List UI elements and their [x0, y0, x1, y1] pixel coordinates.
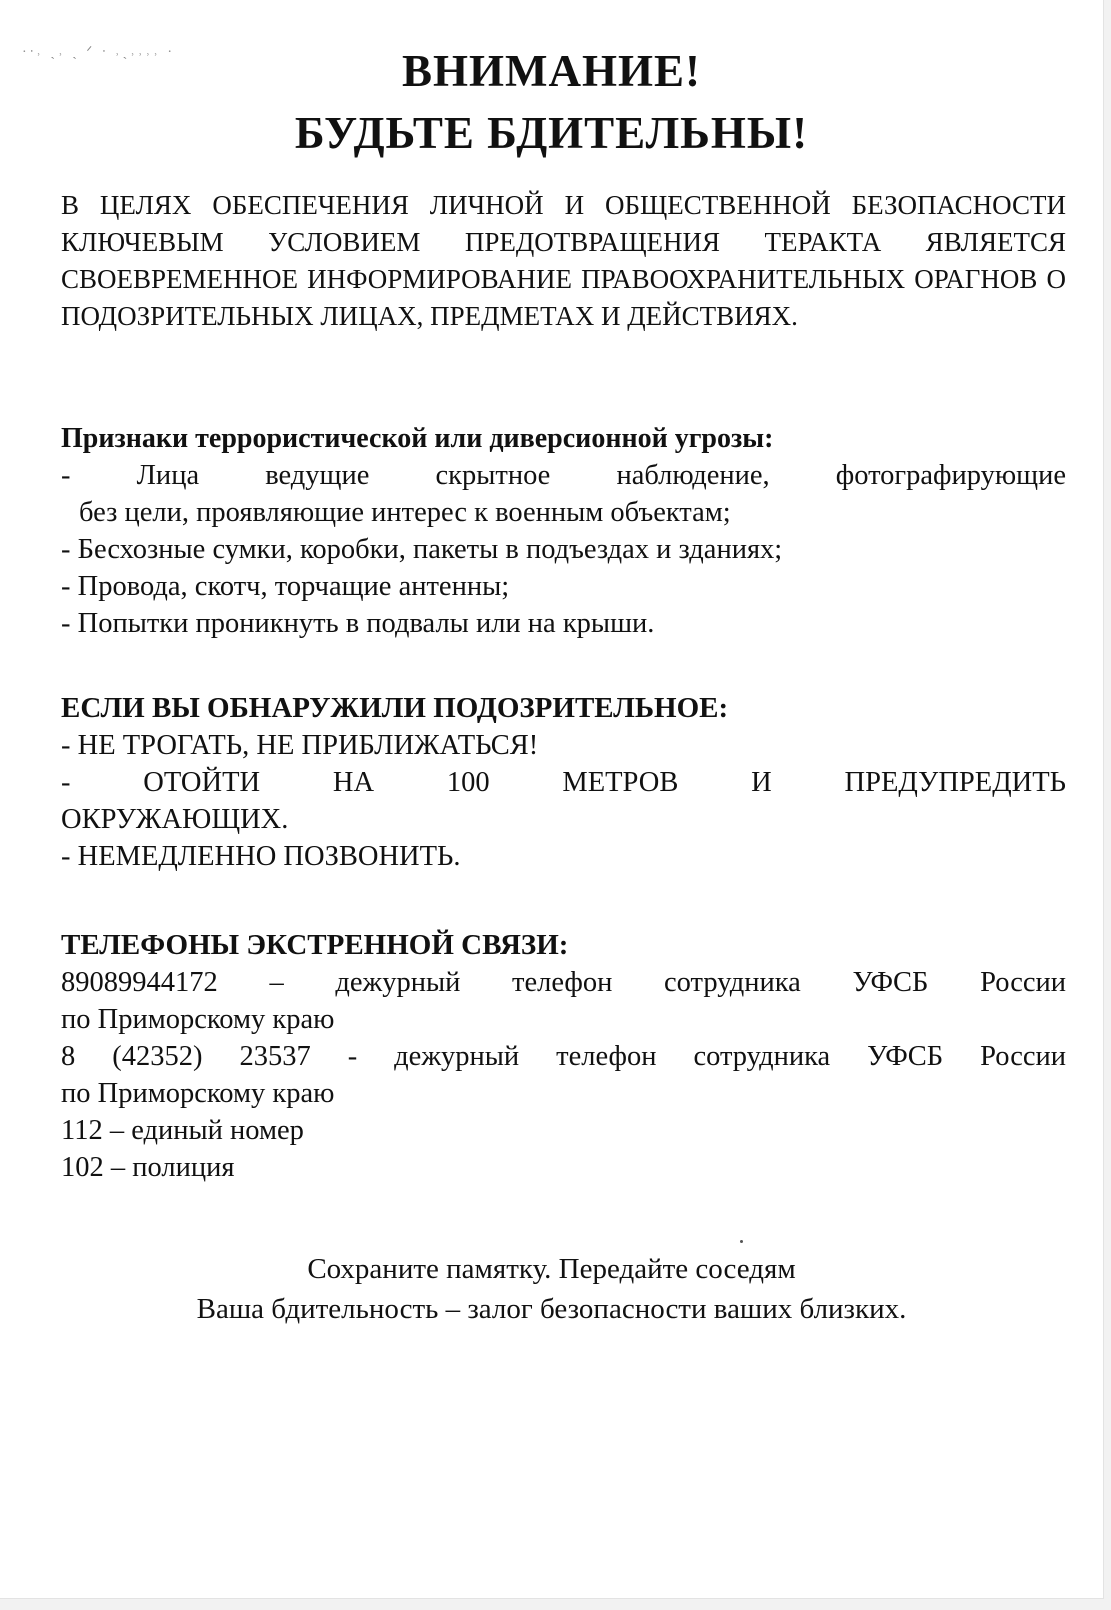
threat-sign-item: - Попытки проникнуть в подвалы или на крыши. — [61, 608, 655, 639]
suspicious-found-heading: ЕСЛИ ВЫ ОБНАРУЖИЛИ ПОДОЗРИТЕЛЬНОЕ: — [61, 692, 729, 724]
scan-speck — [740, 1240, 743, 1243]
footer-line: Сохраните памятку. Передайте соседям — [307, 1253, 796, 1285]
threat-sign-item: - Лица ведущие скрытное наблюдение, фотографирующие — [61, 460, 1066, 491]
title-attention: ВНИМАНИЕ! — [402, 46, 701, 96]
action-item-continuation: ОКРУЖАЮЩИХ. — [61, 804, 289, 835]
threat-sign-item: - Провода, скотч, торчащие антенны; — [61, 571, 510, 602]
phone-entry: 102 – полиция — [61, 1152, 235, 1183]
phone-entry-continuation: по Приморскому краю — [61, 1004, 335, 1035]
phone-entry: 8 (42352) 23537 - дежурный телефон сотрудника УФСБ России — [61, 1041, 1066, 1072]
title-be-vigilant: БУДЬТЕ БДИТЕЛЬНЫ! — [294, 108, 809, 158]
action-item: - ОТОЙТИ НА 100 МЕТРОВ И ПРЕДУПРЕДИТЬ — [61, 767, 1066, 798]
suspicious-found-section — [61, 690, 1066, 875]
footer-line: Ваша бдительность – залог безопасности ваших близких. — [196, 1293, 907, 1325]
emergency-phones-heading: ТЕЛЕФОНЫ ЭКСТРЕННОЙ СВЯЗИ: — [61, 929, 569, 961]
intro-paragraph: В ЦЕЛЯХ ОБЕСПЕЧЕНИЯ ЛИЧНОЙ И ОБЩЕСТВЕННОЙ БЕЗОПАСНОСТИ КЛЮЧЕВЫМ УСЛОВИЕМ ПРЕДОТВРАЩЕНИЯ ТЕРАКТА ЯВЛЯЕТСЯ СВОЕВРЕМЕННОЕ ИНФОРМИРОВАНИЕ ПРАВООХРАНИТЕЛЬНЫХ ОРАГНОВ О ПОДОЗРИТЕЛЬНЫХ ЛИЦАХ, ПРЕДМЕТАХ И ДЕЙСТВИЯХ. — [61, 190, 1066, 331]
phone-entry-continuation: по Приморскому краю — [61, 1078, 335, 1109]
scan-artifact-text: ·ᐧ˒ ˎ˒ ˎ ᐟ ᐧ ˒ˎ˒˒˒˒ · — [22, 45, 176, 60]
emergency-phones-section — [61, 927, 1066, 1186]
phone-entry: 112 – единый номер — [61, 1115, 304, 1146]
action-item: - НЕ ТРОГАТЬ, НЕ ПРИБЛИЖАТЬСЯ! — [61, 730, 539, 761]
threat-signs-section — [61, 420, 1066, 642]
threat-sign-item: - Бесхозные сумки, коробки, пакеты в подъездах и зданиях; — [61, 534, 783, 565]
phone-entry: 89089944172 – дежурный телефон сотрудника УФСБ России — [61, 967, 1066, 998]
threat-signs-heading: Признаки террористической или диверсионной угрозы: — [61, 423, 774, 454]
threat-sign-item-continuation: без цели, проявляющие интерес к военным объектам; — [79, 497, 731, 528]
footer-message — [0, 1249, 1103, 1329]
action-item: - НЕМЕДЛЕННО ПОЗВОНИТЬ. — [61, 841, 461, 872]
